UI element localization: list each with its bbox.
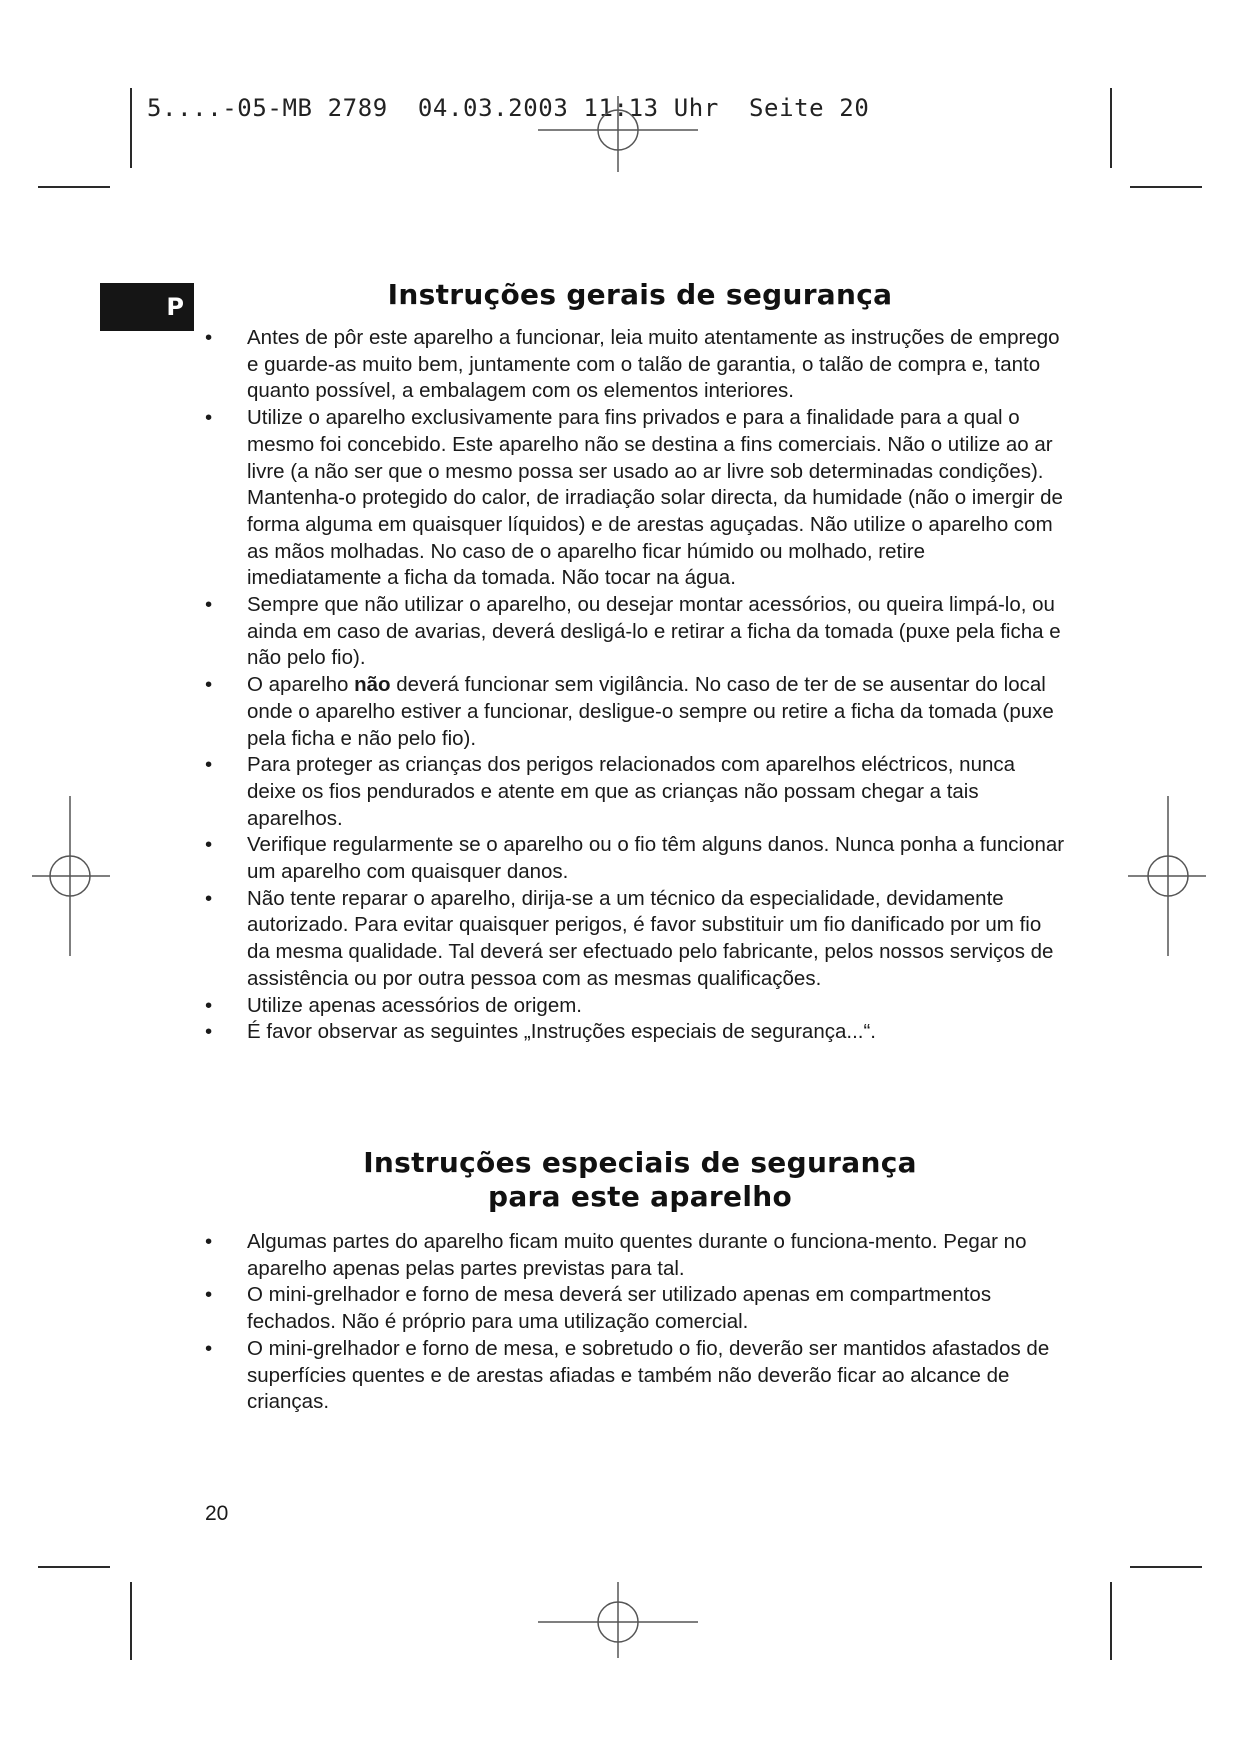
crop-mark [38,1566,110,1568]
section-title-special-safety: Instruções especiais de segurança [363,1146,917,1179]
registration-mark-left [32,796,110,956]
list-item: • O mini-grelhador e forno de mesa, e sobretudo o fio, deverão ser mantidos afastados de superfícies quentes e de arestas afiadas e também não deverão ficar ao alcance de crianças. [205,1336,1065,1416]
crop-mark [1110,88,1112,168]
section-title-general-safety: Instruções gerais de segurança [387,278,893,311]
list-item-text: O aparelho [247,673,355,697]
general-safety-list [205,325,1065,1046]
print-header: 5....-05-MB 2789 04.03.2003 11:13 Uhr Seite 20 [147,94,870,122]
page-number: 20 [205,1502,229,1525]
crop-mark [130,88,132,168]
registration-mark-bottom [538,1582,698,1658]
list-item-text: deverá funcionar sem vigilância. No caso de ter de se ausentar do local onde o aparelho estiver a funcionar, desligue-o sempre ou retire a ficha da tomada (puxe pela ficha e não pelo fio). [247,673,1054,750]
list-item: • O mini-grelhador e forno de mesa deverá ser utilizado apenas em compartmentos fechados. Não é próprio para uma utilização comercial. [205,1282,1065,1335]
list-item: • Algumas partes do aparelho ficam muito quentes durante o funciona-mento. Pegar no aparelho apenas pelas partes previstas para tal. [205,1229,1065,1282]
emphasis-nao: não [354,673,391,697]
list-item: • É favor observar as seguintes „Instruções especiais de segurança...“. [205,1019,1065,1046]
crop-mark [38,186,110,188]
list-item: • Sempre que não utilizar o aparelho, ou desejar montar acessórios, ou queira limpá-lo, ou ainda em caso de avarias, deverá desligá-lo e retirar a ficha da tomada (puxe pela ficha e não pelo fio). [205,592,1065,672]
list-item: • Verifique regularmente se o aparelho ou o fio têm alguns danos. Nunca ponha a funcionar um aparelho com quaisquer danos. [205,832,1065,885]
crop-mark [1130,186,1202,188]
registration-mark-top [538,96,698,172]
list-item: • Antes de pôr este aparelho a funcionar, leia muito atentamente as instruções de emprego e guarde-as muito bem, juntamente com o talão de garantia, o talão de compra e, tanto quanto possível, a embalagem com os elementos interiores. [205,325,1065,405]
crop-mark [130,1582,132,1660]
special-safety-list [205,1229,1065,1416]
list-item [205,672,1065,752]
list-item: • Não tente reparar o aparelho, dirija-se a um técnico da especialidade, devidamente autorizado. Para evitar quaisquer perigos, é favor substituir um fio danificado por um fio da mesma qualidade. Tal deverá ser efectuado pelo fabricante, pelos nossos serviços de assistência ou por outra pessoa com as mesmas qualificações. [205,886,1065,993]
section-subtitle-special-safety: para este aparelho [488,1180,792,1213]
crop-mark [1130,1566,1202,1568]
list-item: • Utilize apenas acessórios de origem. [205,993,1065,1020]
language-tab: P [100,283,194,331]
registration-mark-right [1128,796,1206,956]
list-item: • Para proteger as crianças dos perigos relacionados com aparelhos eléctricos, nunca deixe os fios pendurados e atente em que as crianças não possam chegar a tais aparelhos. [205,752,1065,832]
crop-mark [1110,1582,1112,1660]
list-item: • Utilize o aparelho exclusivamente para fins privados e para a finalidade para a qual o mesmo foi concebido. Este aparelho não se destina a fins comerciais. Não o utilize ao ar livre (a não ser que o mesmo possa ser usado ao ar livre sob determinadas condições). Mantenha-o protegido do calor, de irradiação solar directa, da humidade (não o imergir de forma alguma em quaisquer líquidos) e de arestas aguçadas. Não utilize o aparelho com as mãos molhadas. No caso de o aparelho ficar húmido ou molhado, retire imediatamente a ficha da tomada. Não tocar na água. [205,405,1065,592]
